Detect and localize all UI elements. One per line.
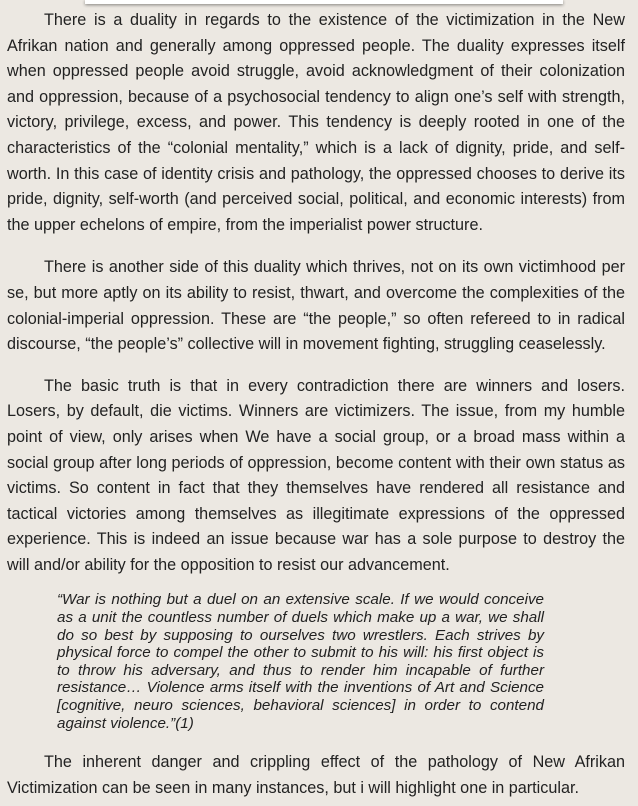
block-quote: “War is nothing but a duel on an extensive scale. If we would conceive as a unit the countless number of duels which make up a war, we shall do so best by supposing to ourselves two wrestlers. Each strives by physical force to compel the other to submit to his will: his first object is to throw his adversary, and thus to render him incapable of further resistance… Violence arms itself with the inventions of Art and Science [cognitive, neuro sciences, behavioral sciences] in order to contend against violence.”(1) [57,591,544,732]
page-edge-shadow [85,0,563,4]
paragraph-3: The basic truth is that in every contradiction there are winners and losers. Losers, by default, die victims. Winners are victimizers. The issue, from my humble point of view, only arises when We have a social group, or a broad mass within a social group after long periods of oppression, become content with their own status as victims. So content in fact that they themselves have rendered all resistance and tactical victories among themselves as illegitimate expressions of the oppressed experience. This is indeed an issue because war has a sole purpose to destroy the will and/or ability for the opposition to resist our advancement. [7,376,625,574]
paragraph-2: There is another side of this duality which thrives, not on its own victimhood per se, but more aptly on its ability to resist, thwart, and overcome the complexities of the colonial-imperial oppression. These are “the people,” so often refereed to in radical discourse, “the people’s” collective will in movement fighting, struggling ceaselessly. [7,258,625,354]
paragraph-1: There is a duality in regards to the existence of the victimization in the New Afrikan nation and generally among oppressed people. The duality expresses itself when oppressed people avoid struggle, avoid acknowledgment of their colonization and oppression, because of a psychosocial tendency to align one’s self with strength, victory, privilege, excess, and power. This tendency is deeply rooted in one of the characteristics of the “colonial mentality,” which is a lack of dignity, pride, and self-worth. In this case of identity crisis and pathology, the oppressed chooses to derive its pride, dignity, self-worth (and perceived social, political, and economic interests) from the upper echelons of empire, from the imperialist power structure. [7,11,625,234]
document-page [7,8,625,801]
closing-paragraph: The inherent danger and crippling effect of the pathology of New Afrikan Victimization can be seen in many instances, but i will highlight one in particular. [7,753,625,797]
